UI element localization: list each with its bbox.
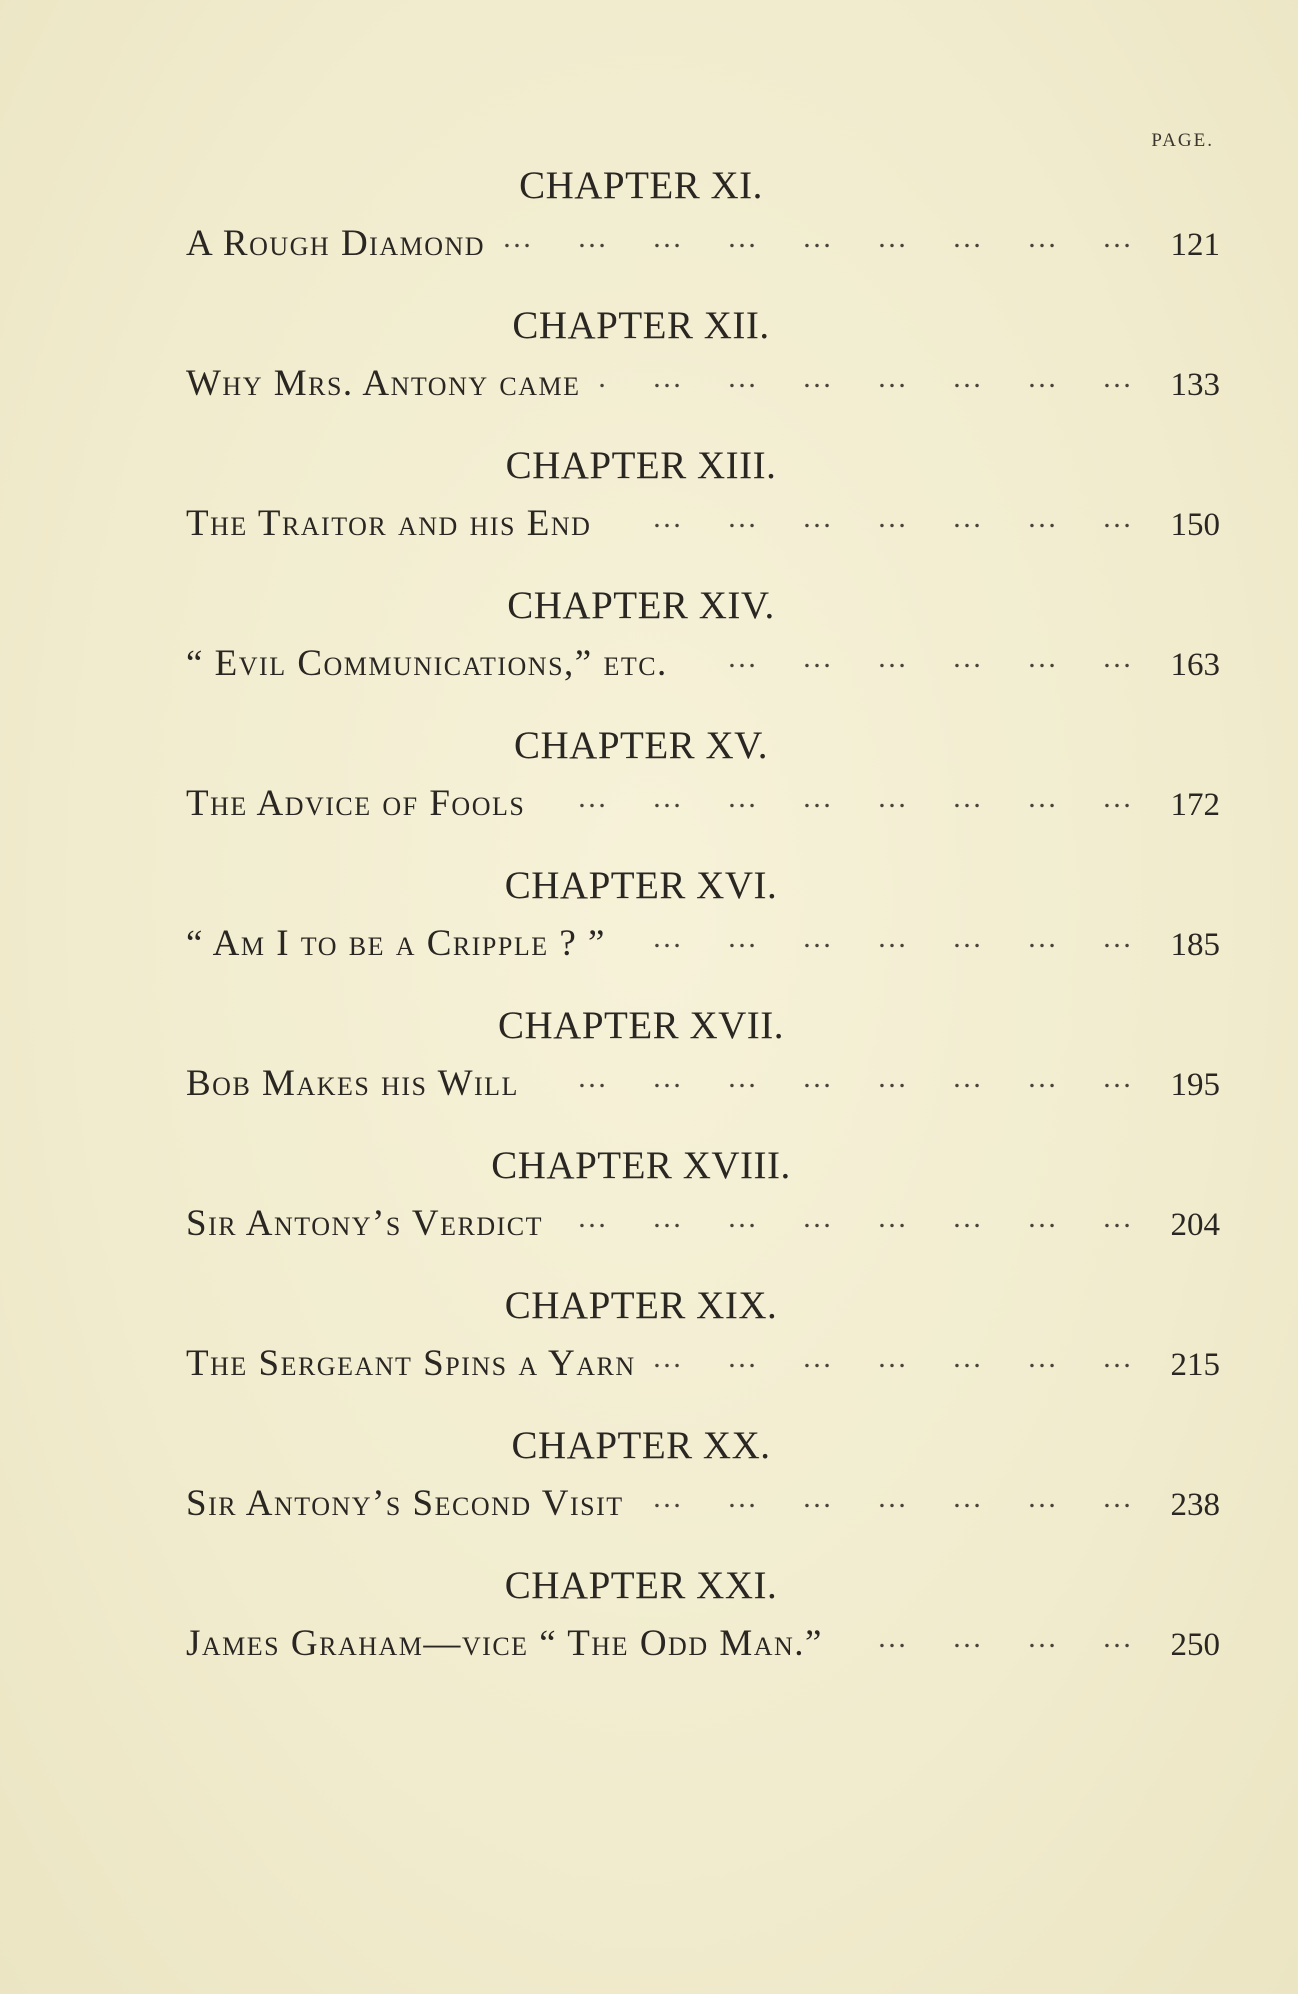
dot-leader [654, 1341, 1132, 1375]
page-number: 172 [1170, 787, 1220, 823]
chapter-heading: CHAPTER XIII. [505, 444, 777, 487]
toc-entry [186, 1275, 1220, 1415]
toc-line [186, 1341, 1220, 1391]
page-number: 150 [1170, 507, 1220, 543]
toc-line [186, 641, 1220, 691]
chapter-title: “ Evil Communications,” etc. [186, 643, 668, 684]
chapter-title: Sir Antony’s Verdict [186, 1203, 543, 1244]
chapter-title: Why Mrs. Antony came [186, 363, 581, 404]
toc-line [186, 1201, 1220, 1251]
chapter-heading: CHAPTER XIX. [504, 1284, 778, 1327]
page-number: 195 [1170, 1067, 1220, 1103]
page-number: 185 [1170, 927, 1220, 963]
chapter-heading: CHAPTER XVIII. [491, 1144, 791, 1187]
chapter-heading: CHAPTER XVI. [504, 864, 778, 907]
page-number: 215 [1170, 1347, 1220, 1383]
toc-line [186, 501, 1220, 551]
dot-leader [642, 1481, 1132, 1515]
chapter-heading: CHAPTER XXI. [504, 1564, 778, 1607]
toc-entry [186, 1555, 1220, 1695]
toc-entry [186, 715, 1220, 855]
page-number: 238 [1170, 1487, 1220, 1523]
dot-leader [609, 501, 1132, 535]
chapter-heading: CHAPTER XIV. [507, 584, 775, 627]
chapter-title: “ Am I to be a Cripple ? ” [186, 923, 606, 964]
page-number: 133 [1170, 367, 1220, 403]
page-number: 163 [1170, 647, 1220, 683]
chapter-title: James Graham—vice “ The Odd Man.” [186, 1623, 823, 1664]
toc-line [186, 781, 1220, 831]
toc-entry [186, 435, 1220, 575]
page-number: 204 [1170, 1207, 1220, 1243]
chapter-heading: CHAPTER XV. [514, 724, 768, 767]
chapter-heading: CHAPTER XVII. [498, 1004, 784, 1047]
dot-leader [686, 641, 1132, 675]
toc-entry [186, 1415, 1220, 1555]
dot-leader [841, 1621, 1132, 1655]
toc-entry [186, 295, 1220, 435]
toc-entry [186, 855, 1220, 995]
dot-leader [503, 221, 1132, 255]
chapter-title: A Rough Diamond [186, 223, 486, 264]
page-number: 250 [1170, 1627, 1220, 1663]
toc-line [186, 1481, 1220, 1531]
toc-line [186, 361, 1220, 411]
toc-entry [186, 155, 1220, 295]
dot-leader [624, 921, 1132, 955]
chapter-heading: CHAPTER XI. [519, 164, 763, 207]
chapter-heading: CHAPTER XII. [512, 304, 770, 347]
chapter-title: Sir Antony’s Second Visit [186, 1483, 624, 1524]
toc-entry [186, 995, 1220, 1135]
page-column-header: PAGE. [1151, 130, 1214, 151]
toc-line [186, 921, 1220, 971]
dot-leader [599, 361, 1133, 395]
chapter-title: The Traitor and his End [186, 503, 592, 544]
chapter-title: The Sergeant Spins a Yarn [186, 1343, 636, 1384]
chapter-title: Bob Makes his Will [186, 1063, 519, 1104]
table-of-contents [186, 155, 1220, 1695]
toc-line [186, 1061, 1220, 1111]
dot-leader [537, 1061, 1132, 1095]
dot-leader [543, 781, 1132, 815]
toc-entry [186, 575, 1220, 715]
toc-line [186, 1621, 1220, 1671]
chapter-title: The Advice of Fools [186, 783, 526, 824]
toc-entry [186, 1135, 1220, 1275]
chapter-heading: CHAPTER XX. [511, 1424, 771, 1467]
dot-leader [561, 1201, 1132, 1235]
toc-line [186, 221, 1220, 271]
page-number: 121 [1170, 227, 1220, 263]
